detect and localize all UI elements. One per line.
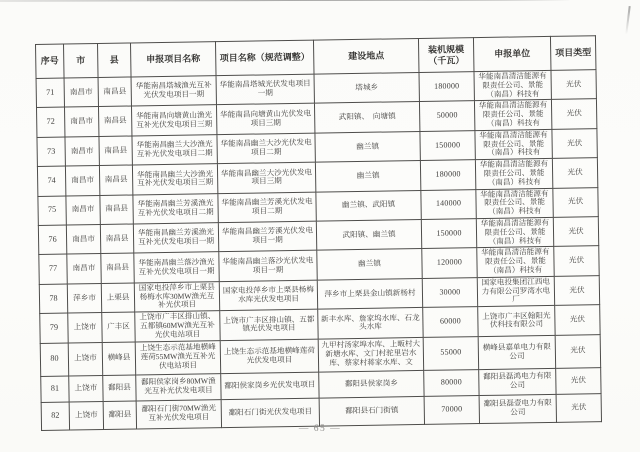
- cell-type: 光伏: [556, 393, 601, 422]
- cell-seq: 75: [38, 196, 66, 226]
- column-header-city: 市: [64, 44, 99, 79]
- column-header-county: 县: [98, 43, 132, 78]
- cell-adjusted-name: 鄱阳侯家岗乡光伏发电项目: [221, 372, 319, 400]
- cell-declared-name: 上饶生态示范基地横峰莲荷55MW渔光互补光伏电站项目: [135, 340, 221, 374]
- cell-county: 南昌县: [98, 77, 131, 107]
- cell-county: 广丰区: [102, 312, 135, 342]
- column-header-applicant: 申报单位: [473, 36, 551, 71]
- cell-location: 幽兰镇: [315, 161, 420, 192]
- cell-declared-name: 华能南昌幽兰大沙渔光互补光伏发电项目三期: [132, 164, 217, 195]
- cell-applicant: 上饶市广丰区翰阳光伏科技有限公司: [478, 305, 555, 336]
- cell-seq: 77: [39, 254, 67, 284]
- cell-adjusted-name: 华能南昌幽兰大沙光伏发电项目二期: [217, 133, 315, 164]
- cell-location: 鄱阳县侯家岗乡: [319, 370, 424, 398]
- cell-capacity: 140000: [421, 189, 476, 219]
- cell-capacity: 180000: [420, 160, 475, 190]
- cell-seq: 81: [41, 376, 69, 402]
- cell-county: 鄱阳县: [103, 400, 136, 429]
- cell-applicant: 华能南昌清洁能源有限责任公司、景能（南昌）科技有: [476, 188, 553, 219]
- cell-adjusted-name: 华能南昌幽兰芳溪光伏发电项目二期: [218, 192, 316, 223]
- scan-corner-mark-artifact: [625, 6, 630, 34]
- cell-applicant: 华能南昌清洁能源有限责任公司、景能（南昌）科技有: [475, 159, 552, 190]
- cell-declared-name: 鄱阳石门街70MW渔光互补光伏发电项目: [136, 399, 221, 428]
- cell-adjusted-name: 华能南昌幽兰大沙光伏发电项目三期: [217, 162, 315, 193]
- cell-location: 武阳镇、 向塘镇: [314, 102, 419, 133]
- cell-applicant: 华能南昌清洁能源有限责任公司、景能（南昌）科技有: [476, 217, 553, 248]
- cell-declared-name: 国家电投萍乡市上栗县杨梅水库30MW渔光互补光伏项目: [134, 281, 219, 312]
- scan-top-edge-artifact: [0, 0, 640, 2]
- cell-seq: 79: [40, 313, 68, 343]
- cell-county: 南昌县: [99, 165, 132, 195]
- column-header-location: 建设地点: [313, 38, 419, 74]
- cell-city: 南昌市: [65, 166, 99, 196]
- cell-county: 南昌县: [98, 106, 131, 136]
- cell-city: 南昌市: [67, 254, 101, 284]
- cell-capacity: 150000: [421, 219, 476, 249]
- cell-capacity: 80000: [424, 369, 479, 396]
- cell-type: 光伏: [555, 334, 601, 368]
- cell-city: 南昌市: [66, 195, 100, 225]
- cell-county: 鄱阳县: [103, 374, 136, 401]
- cell-city: 上饶市: [68, 313, 102, 343]
- cell-type: 光伏: [553, 187, 598, 217]
- cell-declared-name: 华能南昌幽兰芳溪渔光互补光伏发电项目一期: [133, 223, 218, 254]
- cell-declared-name: 华能南昌向塘黄山渔光互补光伏发电项目三期: [131, 105, 216, 136]
- cell-declared-name: 华能南昌幽兰落沙渔光互补光伏发电项目一期: [134, 252, 219, 283]
- cell-location: 新丰水库、詹家坞水库、石龙头水库: [318, 308, 423, 339]
- column-header-capacity: 装机规模（千瓦）: [418, 38, 474, 73]
- cell-adjusted-name: 华能南昌幽兰芳溪光伏发电项目一期: [218, 221, 316, 252]
- cell-declared-name: 华能南昌塔城渔光互补光伏发电项目一期: [131, 76, 216, 107]
- cell-city: 南昌市: [65, 136, 99, 166]
- cell-capacity: 55000: [423, 336, 479, 370]
- cell-adjusted-name: 上饶生态示范基地横峰莲荷光伏发电项目: [220, 339, 319, 374]
- cell-adjusted-name: 上饶市广丰区排山镇、五都镇光伏发电项目: [220, 309, 318, 340]
- cell-seq: 71: [36, 78, 64, 108]
- cell-type: 光伏: [552, 128, 597, 158]
- cell-capacity: 120000: [422, 248, 477, 278]
- cell-adjusted-name: 华能南昌幽兰落沙光伏发电项目一期: [219, 250, 317, 281]
- cell-seq: 78: [39, 284, 67, 314]
- cell-location: 鄱阳县石门街镇: [319, 396, 424, 426]
- cell-adjusted-name: 国家电投萍乡市上栗县杨梅水库光伏发电项目: [219, 280, 317, 311]
- cell-county: 南昌县: [101, 253, 134, 283]
- cell-seq: 80: [40, 343, 69, 376]
- cell-applicant: 华能南昌清洁能源有限责任公司、景能（南昌）科技有: [475, 129, 552, 160]
- cell-declared-name: 华能南昌幽兰芳溪渔光互补光伏发电项目二期: [133, 193, 218, 224]
- cell-location: 幽兰镇: [317, 249, 422, 280]
- cell-capacity: 150000: [420, 130, 475, 160]
- cell-seq: 76: [38, 225, 66, 255]
- page-number: — 65 —: [298, 424, 342, 434]
- cell-type: 光伏: [553, 217, 598, 247]
- cell-location: 九甲村汤家埠水库、上畈村大新塘水库、文门村驼里岩水库、蔡家村蒋家水库、文: [318, 337, 424, 372]
- cell-city: 南昌市: [64, 78, 98, 108]
- cell-city: 上饶市: [69, 375, 103, 402]
- cell-capacity: 60000: [423, 307, 478, 337]
- cell-declared-name: 华能南昌幽兰大沙渔光互补光伏发电项目二期: [132, 134, 217, 165]
- cell-type: 光伏: [551, 99, 596, 129]
- cell-county: 南昌县: [99, 136, 132, 166]
- cell-city: 南昌市: [65, 107, 99, 137]
- table-sheet: [35, 35, 602, 430]
- cell-applicant: 横峰县嘉单电力有限公司: [478, 335, 556, 369]
- cell-applicant: 鄱阳县磊壹电力有限公司: [479, 394, 556, 423]
- cell-county: 南昌县: [100, 195, 133, 225]
- cell-county: 南昌县: [100, 224, 133, 254]
- cell-city: 上饶市: [69, 401, 103, 430]
- cell-seq: 72: [37, 107, 65, 137]
- cell-adjusted-name: 华能南昌塔城光伏发电项目一期: [216, 74, 314, 105]
- cell-location: 塔城乡: [314, 72, 419, 103]
- cell-applicant: 华能南昌清洁能源有限责任公司、景能（南昌）科技有: [474, 70, 551, 101]
- cell-adjusted-name: 鄱阳石门街光伏发电项目: [221, 398, 319, 428]
- cell-type: 光伏: [554, 246, 599, 276]
- cell-seq: 82: [41, 402, 69, 430]
- cell-capacity: 50000: [419, 101, 474, 131]
- cell-location: 幽兰镇: [315, 131, 420, 162]
- cell-applicant: 华能南昌清洁能源有限责任公司、景能（南昌）科技有: [477, 247, 554, 278]
- cell-location: 武阳镇、幽兰镇: [316, 219, 421, 250]
- pv-projects-table: [35, 35, 602, 430]
- cell-type: 光伏: [552, 158, 597, 188]
- cell-type: 光伏: [554, 275, 599, 305]
- cell-applicant: 国家电投集团江西电力有限公司罗湾水电厂: [477, 276, 554, 307]
- cell-location: 幽兰镇、武阳镇: [316, 190, 421, 221]
- cell-adjusted-name: 华能南昌向塘黄山光伏发电项目三期: [216, 104, 314, 135]
- cell-location: 萍乡市上栗县金山镇新杨村: [317, 278, 422, 309]
- cell-capacity: 70000: [424, 395, 479, 424]
- cell-county: 上栗县: [101, 283, 134, 313]
- cell-seq: 74: [37, 166, 65, 196]
- column-header-declared-name: 申报项目名称: [130, 42, 216, 77]
- cell-capacity: 180000: [419, 72, 474, 102]
- cell-seq: 73: [37, 137, 65, 167]
- cell-applicant: 华能南昌清洁能源有限责任公司、景能（南昌）科技有: [474, 100, 551, 131]
- cell-city: 南昌市: [66, 224, 100, 254]
- column-header-adjusted-name: 项目名称（规范调整）: [215, 40, 314, 76]
- cell-declared-name: 上饶市广丰区排山镇、五都镇60MW渔光互补光伏电站项目: [135, 311, 220, 342]
- cell-declared-name: 鄱阳侯家岗乡80MW渔光互补光伏发电项目: [136, 373, 221, 400]
- cell-city: 上饶市: [68, 342, 103, 376]
- cell-type: 光伏: [556, 367, 601, 394]
- cell-city: 萍乡市: [67, 283, 101, 313]
- cell-applicant: 鄱阳县磊鸿电力有限公司: [479, 368, 556, 395]
- column-header-seq: 序号: [36, 44, 65, 78]
- column-header-type: 项目类型: [550, 36, 596, 71]
- cell-county: 横峰县: [102, 341, 136, 375]
- cell-type: 光伏: [555, 305, 600, 335]
- cell-type: 光伏: [551, 70, 596, 100]
- cell-capacity: 30000: [422, 277, 477, 307]
